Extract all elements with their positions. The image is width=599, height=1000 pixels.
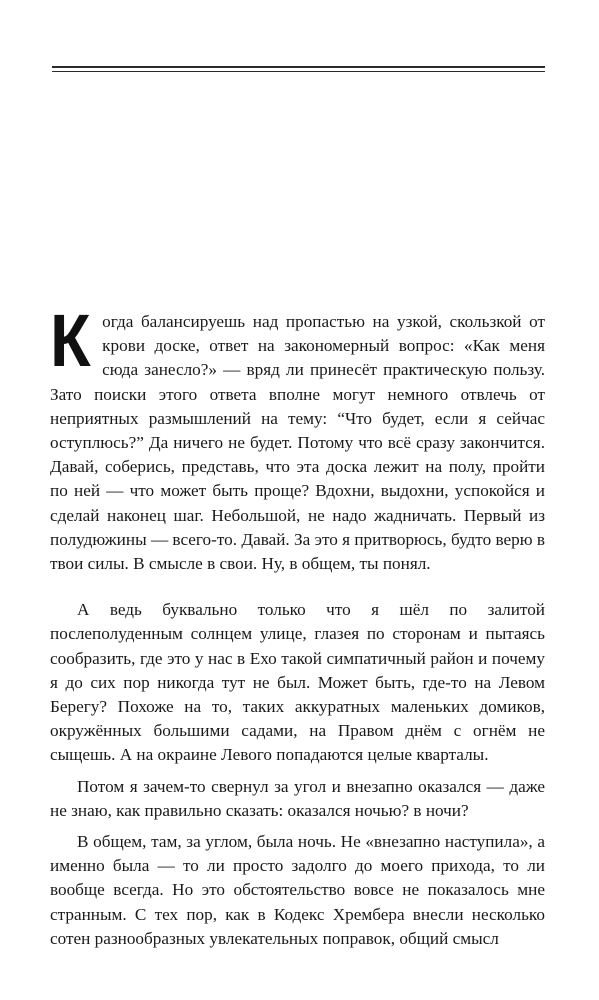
header-rule-thick (52, 66, 545, 68)
paragraph-1 (50, 299, 545, 576)
drop-cap: К (50, 299, 91, 382)
header-rule-thin (52, 71, 545, 72)
paragraph-4: В общем, там, за углом, была ночь. Не «внезапно наступила», а именно была — то ли просто задолго до моего прихода, то ли вообще всегда. Но это обстоятельство вовсе не показалось мне странным. С тех пор, как в Кодекс Хрембера внесли несколько сотен разнообразных увлекательных поправок, общий смысл (50, 832, 545, 948)
paragraph-1-text: огда балансируешь над пропастью на узкой, скользкой от крови доске, ответ на закономерный вопрос: «Как меня сюда занесло?» — вряд ли принесёт практическую пользу. Зато поиски этого ответа вполне могут немного отвлечь от неприятных размышлений на тему: “Что будет, если я сейчас оступлюсь?” Да ничего не будет. Потому что всё сразу закончится. Давай, соберись, представь, что эта доска лежит на полу, пройти по ней — что может быть проще? Вдохни, выдохни, успокойся и сделай наконец шаг. Небольшой, не надо жадничать. Первый из полудюжины — всего-то. Давай. За это я притворюсь, будто верю в твои силы. В смысле в свои. Ну, в общем, ты понял. (50, 312, 545, 574)
paragraph-2: А ведь буквально только что я шёл по залитой послеполуденным солнцем улице, глазея по сторонам и пытаясь сообразить, где это у нас в Ехо такой симпатичный район и почему я до сих пор никогда тут не был. Может быть, где-то на Левом Берегу? Похоже на то, таких аккуратных маленьких домиков, окружённых большими садами, на Правом днём с огнём не сыщешь. А на окраине Левого попадаются целые кварталы. (50, 600, 545, 765)
body-text (50, 299, 545, 951)
paragraph-3: Потом я зачем-то свернул за угол и внезапно оказался — даже не знаю, как правильно сказать: оказался ночью? в ночи? (50, 776, 545, 820)
